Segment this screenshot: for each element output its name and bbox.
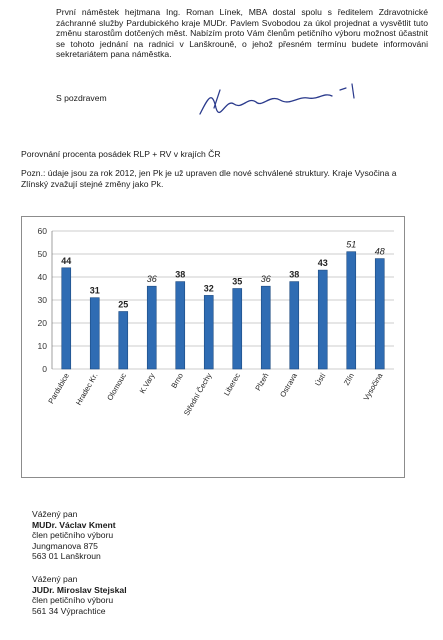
recipient-1-salutation: Vážený pan: [32, 509, 78, 519]
x-tick-label: Ústí: [313, 371, 328, 388]
bar-data-label: 31: [89, 285, 100, 296]
x-tick-label: Brno: [169, 371, 185, 390]
bar: [147, 286, 156, 369]
x-tick-label: Hradec Kr.: [73, 371, 100, 407]
bar-data-label: 36: [260, 274, 271, 285]
note-text: Pozn.: údaje jsou za rok 2012, jen Pk je už upraven dle nové schválené struktury. Kraje Vysočina a Zlínský zvažují stejné změny jako Pk.: [21, 168, 397, 189]
recipient-2: [32, 574, 127, 616]
bar: [375, 259, 384, 369]
recipient-1-name: MUDr. Václav Kment: [32, 519, 116, 530]
recipient-2-salutation: Vážený pan: [32, 574, 78, 584]
x-tick-label: Liberec: [221, 371, 242, 398]
bar-data-label: 32: [203, 283, 214, 294]
bar: [176, 282, 185, 369]
x-tick-label: Ostrava: [278, 371, 299, 399]
bar: [233, 289, 242, 370]
y-tick-label: 30: [37, 295, 47, 305]
bar-chart: [21, 216, 405, 478]
recipient-2-name: JUDr. Miroslav Stejskal: [32, 584, 127, 595]
bar: [261, 286, 270, 369]
x-tick-label: K.Vary: [137, 371, 157, 396]
bar-data-label: 38: [175, 269, 186, 280]
y-tick-label: 10: [37, 341, 47, 351]
bar: [204, 295, 213, 369]
bar: [119, 312, 128, 370]
y-tick-label: 50: [37, 249, 47, 259]
y-tick-label: 20: [37, 318, 47, 328]
recipient-1-city: 563 01 Lanškroun: [32, 551, 101, 562]
closing-text: S pozdravem: [56, 93, 107, 103]
recipient-1-street: Jungmanova 875: [32, 540, 98, 551]
bar: [62, 268, 71, 369]
x-tick-label: Olomouc: [105, 371, 128, 402]
bar: [318, 270, 327, 369]
bar: [90, 298, 99, 369]
signature: [190, 78, 380, 128]
bar-data-label: 25: [118, 299, 129, 310]
x-tick-label: Vysočina: [361, 371, 385, 403]
y-tick-label: 0: [42, 364, 47, 374]
bar-data-label: 44: [61, 255, 72, 266]
recipient-1: [32, 509, 116, 562]
x-tick-label: Pardubice: [46, 371, 71, 406]
recipient-1-role: člen petičního výboru: [32, 530, 114, 541]
x-tick-label: Střední Čechy: [181, 371, 214, 418]
bar-chart-svg: [22, 217, 404, 477]
recipient-2-role: člen petičního výboru: [32, 595, 114, 606]
bar-data-label: 35: [232, 276, 243, 287]
y-tick-label: 40: [37, 272, 47, 282]
x-tick-label: Zlín: [341, 371, 356, 387]
bar: [347, 252, 356, 369]
recipient-2-city: 561 34 Výprachtice: [32, 605, 106, 616]
comparison-title: Porovnání procenta posádek RLP + RV v krajích ČR: [21, 149, 221, 159]
bar-data-label: 51: [346, 239, 357, 250]
bar-data-label: 48: [374, 246, 385, 257]
bar-data-label: 36: [146, 274, 157, 285]
bar-data-label: 43: [317, 258, 328, 269]
y-tick-label: 60: [37, 226, 47, 236]
letter-paragraph: První náměstek hejtmana Ing. Roman Línek, MBA dostal spolu s ředitelem Zdravotnické záchranné služby Pardubického kraje MUDr. Pavlem Svobodou za úkol projednat a vysvětlit tuto změnu starostům dotčených měst. Nabízím proto Vám členům petičního výboru možnost účastnit se tohoto jednání na radnici v Lanškrouně, o jehož přesném termínu budete informováni sekretariátem pana náměstka.: [56, 7, 428, 60]
x-tick-label: Plzeň: [253, 371, 271, 393]
bar-data-label: 38: [289, 269, 300, 280]
bar: [290, 282, 299, 369]
